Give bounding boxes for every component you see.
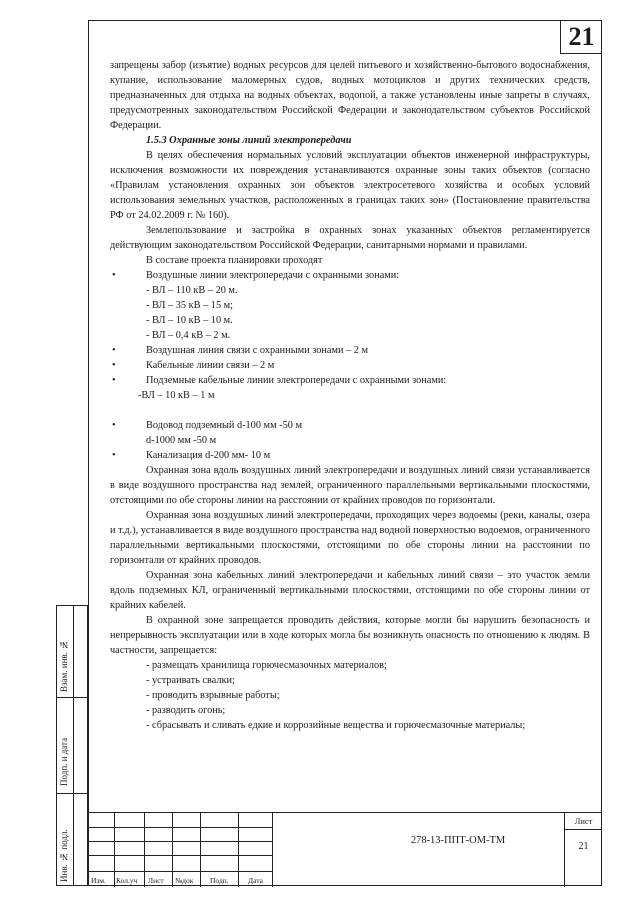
vl-item: - ВЛ – 10 кВ – 10 м. bbox=[146, 315, 233, 326]
paragraph-5: Охранная зона воздушных линий электропередачи, проходящих через водоемы (реки, каналы, озера и т.д.), устанавливается в виде воздушного пространства над водной поверхностью водоемов, ограниченного параллельными вертикальными плоскостями, отстоящими по обе стороны линии на расстоянии по горизонтали от крайних проводов. bbox=[110, 510, 590, 566]
underground-item: -ВЛ – 10 кВ – 1 м bbox=[138, 390, 215, 401]
section-heading: 1.5.3 Охранные зоны линий электропередачи bbox=[146, 135, 352, 146]
paragraph-1: В целях обеспечения нормальных условий эксплуатации объектов инженерной инфраструктуры, исключения возможности их повреждения устанавливаются охранные зоны таких объектов (согласно «Правилам установления охранных зон объектов электросетевого хозяйства и особых условий использования земельных участков, расположенных в границах таких зон» (Постановление правительства РФ от 24.02.2009 г. № 160). bbox=[110, 150, 590, 221]
vl-item: - ВЛ – 0,4 кВ – 2 м. bbox=[146, 330, 231, 341]
col-izm: Изм. bbox=[91, 876, 106, 885]
paragraph-intro: запрещены забор (изъятие) водных ресурсов для целей питьевого и хозяйственно-бытового водоснабжения, купание, использование маломерных судов, водных мотоциклов и других технических средств, предназначенных для отдыха на водных объектах, водопой, а также установлены иные запреты в случаях, предусмотренных законодательством Российской Федерации и законодательством субъектов Российской Федерации. bbox=[110, 60, 590, 131]
col-kol: Кол.уч bbox=[116, 876, 138, 885]
paragraph-7: В охранной зоне запрещается проводить действия, которые могли бы нарушить безопасность и непрерывность эксплуатации или в ходе которых могла бы возникнуть опасность по отношению к людям. В частности, запрещается: bbox=[110, 615, 590, 656]
document-body bbox=[110, 58, 590, 733]
paragraph-6: Охранная зона кабельных линий электропередачи и кабельных линий связи – это участок земли вдоль подземных КЛ, ограниченный вертикальными плоскостями, отстоящими по обе стороны линии от крайних кабелей. bbox=[110, 570, 590, 611]
page-number-top: 21 bbox=[560, 20, 602, 54]
prohibition-item: - устраивать свалки; bbox=[146, 675, 235, 686]
side-label-inv-podl: Инв. № подл. bbox=[59, 829, 69, 882]
title-block bbox=[88, 812, 602, 886]
vl-item: - ВЛ – 35 кВ – 15 м; bbox=[146, 300, 234, 311]
sheet-label: Лист bbox=[574, 816, 593, 826]
prohibition-item: - проводить взрывные работы; bbox=[146, 690, 280, 701]
paragraph-4: Охранная зона вдоль воздушных линий электропередачи и воздушных линий связи устанавливается в виде воздушного пространства над землей, ограниченного параллельными вертикальными плоскостями, отстоящими по обе стороны линии на расстоянии от крайних проводов по горизонтали. bbox=[110, 465, 590, 506]
side-stamp bbox=[56, 605, 88, 886]
bullet-water-pipe: • Водовод подземный d-100 мм -50 м bbox=[110, 418, 590, 433]
col-podp: Подп. bbox=[210, 876, 229, 885]
document-code: 278-13-ППТ-ОМ-ТМ bbox=[410, 835, 506, 846]
bullet-sewer: • Канализация d-200 мм- 10 м bbox=[110, 448, 590, 463]
bullet-comm-line: • Воздушная линия связи с охранными зонами – 2 м bbox=[110, 343, 590, 358]
col-doc: №док bbox=[175, 876, 194, 885]
sheet-box bbox=[564, 813, 602, 887]
col-date: Дата bbox=[248, 876, 263, 885]
prohibition-item: - сбрасывать и сливать едкие и коррозийные вещества и горючесмазочные материалы; bbox=[146, 720, 526, 731]
water-item: d-1000 мм -50 м bbox=[146, 435, 217, 446]
vl-item: - ВЛ – 110 кВ – 20 м. bbox=[146, 285, 238, 296]
bullet-cable-line: • Кабельные линии связи – 2 м bbox=[110, 358, 590, 373]
paragraph-2: Землепользование и застройка в охранных зонах указанных объектов регламентируется действующим законодательством Российской Федерации, санитарными нормами и правилами. bbox=[110, 225, 590, 251]
bullet-underground-lines: • Подземные кабельные линии электропередачи с охранными зонами: bbox=[110, 373, 590, 388]
prohibition-item: - размещать хранилища горючесмазочных материалов; bbox=[146, 660, 387, 671]
paragraph-3: В составе проекта планировки проходят bbox=[146, 255, 323, 266]
side-label-vzam: Взам. инв. № bbox=[59, 639, 69, 692]
sheet-number: 21 bbox=[578, 841, 589, 852]
col-list: Лист bbox=[148, 876, 164, 885]
side-label-sign-date: Подп. и дата bbox=[59, 737, 69, 786]
prohibition-item: - разводить огонь; bbox=[146, 705, 226, 716]
revision-grid bbox=[88, 813, 272, 887]
bullet-overhead-lines: • Воздушные линии электропередачи с охранными зонами: bbox=[110, 268, 590, 283]
